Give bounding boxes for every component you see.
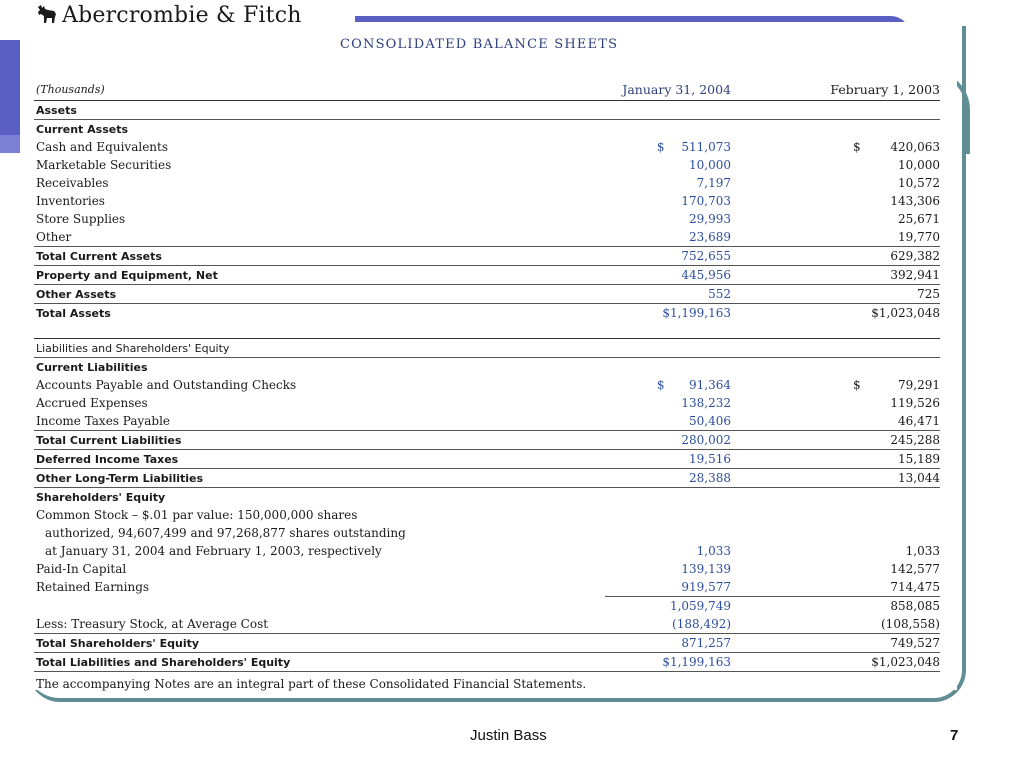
table-row: Assets xyxy=(34,101,940,120)
table-row: Shareholders' Equity xyxy=(34,488,940,507)
table-row: Inventories 170,703 143,306 xyxy=(36,193,940,208)
table-row: Total Liabilities and Shareholders' Equity $1,199,163 $1,023,048 xyxy=(34,653,940,672)
table-row: Receivables 7,197 10,572 xyxy=(36,175,940,190)
footnote: The accompanying Notes are an integral part of these Consolidated Financial Statements. xyxy=(34,672,940,694)
currency-symbol: $ xyxy=(853,139,861,154)
company-logo xyxy=(36,3,302,28)
footer-author: Justin Bass xyxy=(470,727,547,744)
table-spacer xyxy=(34,322,940,339)
table-row: Total Current Assets 752,655 629,382 xyxy=(34,247,940,266)
moose-icon xyxy=(36,4,58,24)
table-row: Less: Treasury Stock, at Average Cost (188,492) (108,558) xyxy=(36,616,940,631)
table-row: Retained Earnings 919,577 714,475 xyxy=(36,579,940,594)
balance-sheet-table xyxy=(34,78,940,693)
table-row: Total Current Liabilities 280,002 245,288 xyxy=(34,431,940,450)
table-row: authorized, 94,607,499 and 97,268,877 shares outstanding xyxy=(45,525,406,540)
table-row: Other Long-Term Liabilities 28,388 13,044 xyxy=(34,469,940,488)
page-number: 7 xyxy=(950,727,959,744)
currency-symbol: $ xyxy=(656,139,665,154)
table-row: Common Stock – $.01 par value: 150,000,000 shares xyxy=(36,507,358,522)
table-row: Cash and Equivalents $ 511,073 $ 420,063 xyxy=(36,139,940,154)
table-row: Accounts Payable and Outstanding Checks $ 91,364 $ 79,291 xyxy=(36,377,940,392)
decorative-left-bar-accent xyxy=(0,135,20,153)
column-header-2003: February 1, 2003 xyxy=(830,81,940,97)
table-row: Other 23,689 19,770 xyxy=(36,229,940,244)
table-row: at January 31, 2004 and February 1, 2003, respectively 1,033 1,033 xyxy=(45,543,940,558)
column-header-2004: January 31, 2004 xyxy=(622,81,732,97)
table-row: Accrued Expenses 138,232 119,526 xyxy=(36,395,940,410)
page-title: CONSOLIDATED BALANCE SHEETS xyxy=(340,37,619,52)
table-row: Paid-In Capital 139,139 142,577 xyxy=(36,561,940,576)
table-row: Total Assets $1,199,163 $1,023,048 xyxy=(34,304,940,323)
units-label: (Thousands) xyxy=(36,82,105,96)
table-row: Other Assets 552 725 xyxy=(34,285,940,304)
table-row: Current Assets xyxy=(34,120,940,139)
currency-symbol: $ xyxy=(656,377,665,392)
table-row: Deferred Income Taxes 19,516 15,189 xyxy=(34,450,940,469)
table-row: Property and Equipment, Net 445,956 392,941 xyxy=(34,266,940,285)
table-row: Marketable Securities 10,000 10,000 xyxy=(36,157,940,172)
table-row: Liabilities and Shareholders' Equity xyxy=(34,339,940,358)
table-row: Income Taxes Payable 50,406 46,471 xyxy=(36,413,940,428)
table-row: Total Shareholders' Equity 871,257 749,527 xyxy=(34,634,940,653)
table-row: 1,059,749 858,085 xyxy=(34,597,940,616)
decorative-left-bar xyxy=(0,40,20,135)
table-header-row xyxy=(34,78,940,101)
table-row: Current Liabilities xyxy=(34,358,940,377)
table-row: Store Supplies 29,993 25,671 xyxy=(36,211,940,226)
table-row xyxy=(34,672,940,694)
logo-text: Abercrombie & Fitch xyxy=(62,3,302,28)
currency-symbol: $ xyxy=(853,377,861,392)
